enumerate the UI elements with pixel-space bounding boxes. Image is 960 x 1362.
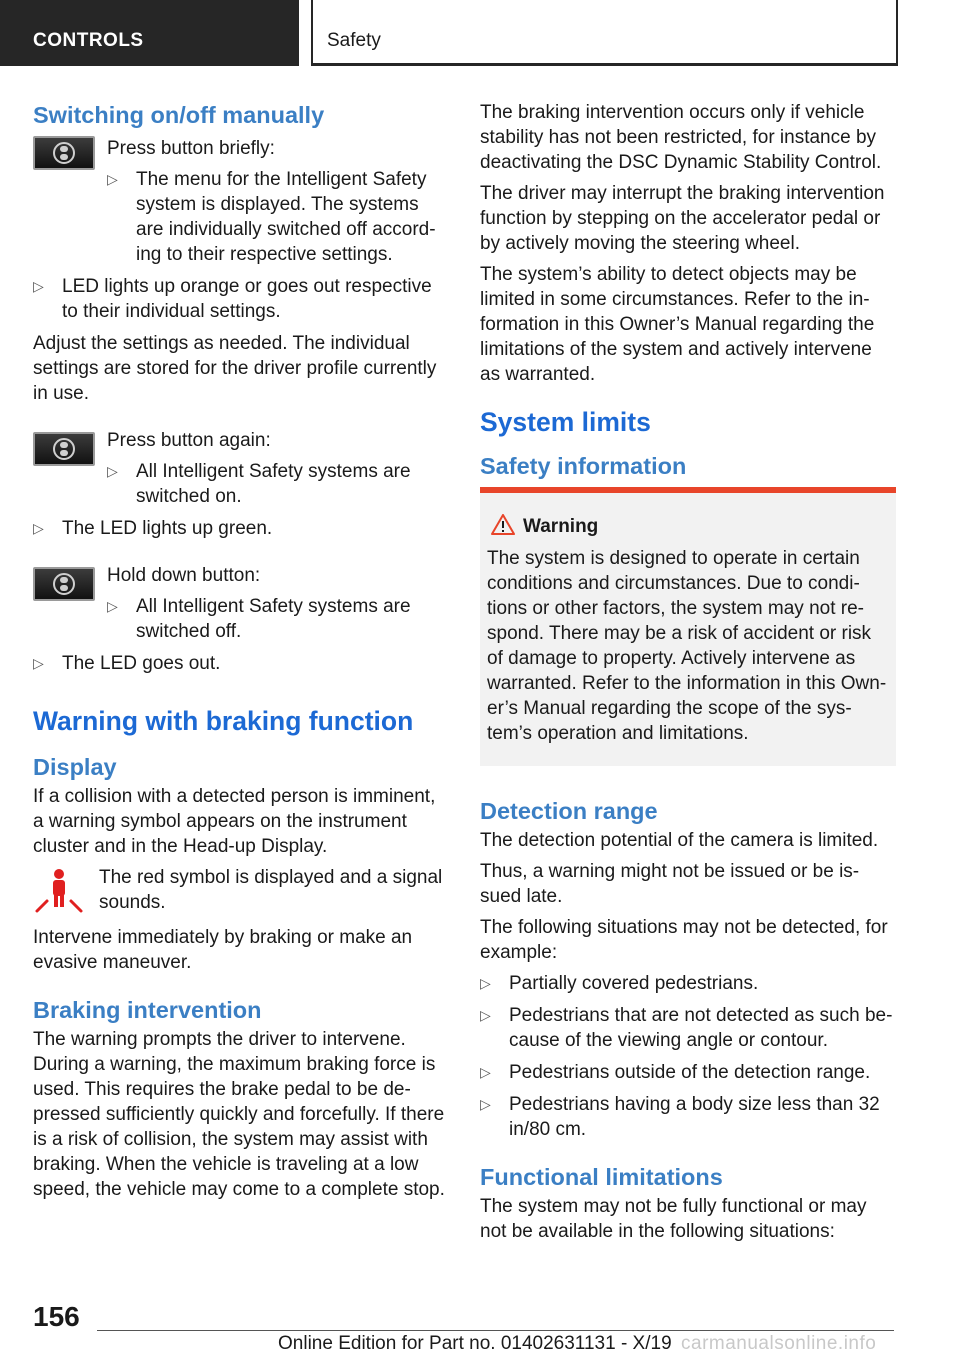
functional-limitations-heading: Functional limitations xyxy=(480,1164,723,1190)
section-title: CONTROLS xyxy=(33,30,144,51)
list-item: ▷ Pedestrians that are not detected as such be‐ cause of the viewing angle or contour. xyxy=(480,1003,896,1053)
page-header xyxy=(0,0,960,66)
chapter-tab xyxy=(311,0,898,66)
intervene-text: Intervene immediately by braking or make an evasive maneuver. xyxy=(33,927,413,973)
hold-down-text: Hold down button: xyxy=(107,565,261,586)
led-green-list xyxy=(33,516,449,541)
page-number: 156 xyxy=(33,1301,80,1332)
display-text: If a collision with a detected person is imminent, a warning symbol appears on the instrument cluster and in the Head-up Display. xyxy=(33,786,436,857)
list-item: ▷ The LED goes out. xyxy=(33,651,449,676)
hold-down-list xyxy=(107,594,449,644)
footer-divider xyxy=(97,1330,894,1331)
display-heading: Display xyxy=(33,754,117,780)
system-limits-heading: System limits xyxy=(480,407,651,437)
functional-limitations-text: The system may not be fully functional or may not be available in the following situations: xyxy=(480,1196,867,1242)
pedestrian-warning-icon xyxy=(33,867,85,920)
detection-text-3: The following situations may not be detected, for example: xyxy=(480,917,888,963)
adjust-text: Adjust the settings as needed. The individual settings are stored for the driver profile currently in use. xyxy=(33,333,437,404)
situations-list xyxy=(480,971,896,1142)
list-item: ▷ All Intelligent Safety systems are switched off. xyxy=(107,594,449,644)
list-item: ▷ Pedestrians having a body size less than 32 in/80 cm. xyxy=(480,1092,896,1142)
safety-information-heading: Safety information xyxy=(480,453,687,479)
press-briefly-text: Press button briefly: xyxy=(107,138,275,159)
safety-button-icon xyxy=(33,432,95,466)
detection-text-2: Thus, a warning might not be issued or be is‐ sued late. xyxy=(480,861,860,907)
led-out-list xyxy=(33,651,449,676)
watermark: carmanualsonline.info xyxy=(681,1333,877,1354)
press-briefly-row xyxy=(33,136,449,267)
warning-title: Warning xyxy=(523,516,599,537)
warning-triangle-icon xyxy=(491,514,515,535)
detect-objects-text: The system’s ability to detect objects may be limited in some circumstances. Refer to the in‐ formation in this Owner’s Manual regarding the limitations of the system and actively intervene as warranted. xyxy=(480,264,875,385)
list-item: ▷ All Intelligent Safety systems are switched on. xyxy=(107,459,449,509)
interrupt-text: The driver may interrupt the braking intervention function by stepping on the accelerator pedal or by actively moving the steering wheel. xyxy=(480,183,885,254)
warning-title-row xyxy=(487,514,889,539)
left-column xyxy=(33,100,449,1208)
warning-braking-heading: Warning with braking function xyxy=(33,706,414,736)
edition-text: Online Edition for Part no. 01402631131 - X/19 xyxy=(278,1333,672,1354)
switching-heading: Switching on/off manually xyxy=(33,102,325,128)
braking-intervention-text: The warning prompts the driver to intervene. During a warning, the maximum braking force is used. This requires the brake pedal to be de‐ pressed sufficiently quickly and forcefully. If there is a risk of collision, the system may assist with braking. When the vehicle is traveling at a low speed, the vehicle may come to a complete stop. xyxy=(33,1029,445,1200)
red-symbol-text: The red symbol is displayed and a signal sounds. xyxy=(99,867,443,913)
chapter-title: Safety xyxy=(327,30,381,51)
safety-button-icon xyxy=(33,567,95,601)
section-tab xyxy=(0,0,299,66)
stability-text: The braking intervention occurs only if vehicle stability has not been restricted, for instance by deactivating the DSC Dynamic Stability Control. xyxy=(480,102,882,173)
list-item: ▷ LED lights up orange or goes out respective to their individual settings. xyxy=(33,274,449,324)
list-item: ▷ The menu for the Intelligent Safety system is displayed. The systems are individually switched off accord‐ ing to their respective settings. xyxy=(107,167,449,267)
braking-intervention-heading: Braking intervention xyxy=(33,997,262,1023)
detection-range-heading: Detection range xyxy=(480,798,658,824)
warning-text: The system is designed to operate in certain conditions and circumstances. Due to condi‐ tions or other factors, the system may not re‐ spond. There may be a risk of accident or risk of damage to property. Actively intervene as warranted. Refer to the information in this Own‐ er’s Manual regarding the scope of the sys‐ tem’s operation and limitations. xyxy=(487,548,887,744)
list-item: ▷ Pedestrians outside of the detection range. xyxy=(480,1060,896,1085)
press-briefly-list xyxy=(107,167,449,267)
safety-button-icon xyxy=(33,136,95,170)
red-symbol-row xyxy=(33,865,449,919)
list-item: ▷ The LED lights up green. xyxy=(33,516,449,541)
press-again-list xyxy=(107,459,449,509)
press-again-row xyxy=(33,428,449,509)
hold-down-row xyxy=(33,563,449,644)
right-column xyxy=(480,100,896,1250)
warning-box xyxy=(480,487,896,766)
press-again-text: Press button again: xyxy=(107,430,271,451)
detection-text-1: The detection potential of the camera is limited. xyxy=(480,830,879,851)
led-orange-list xyxy=(33,274,449,324)
list-item: ▷ Partially covered pedestrians. xyxy=(480,971,896,996)
